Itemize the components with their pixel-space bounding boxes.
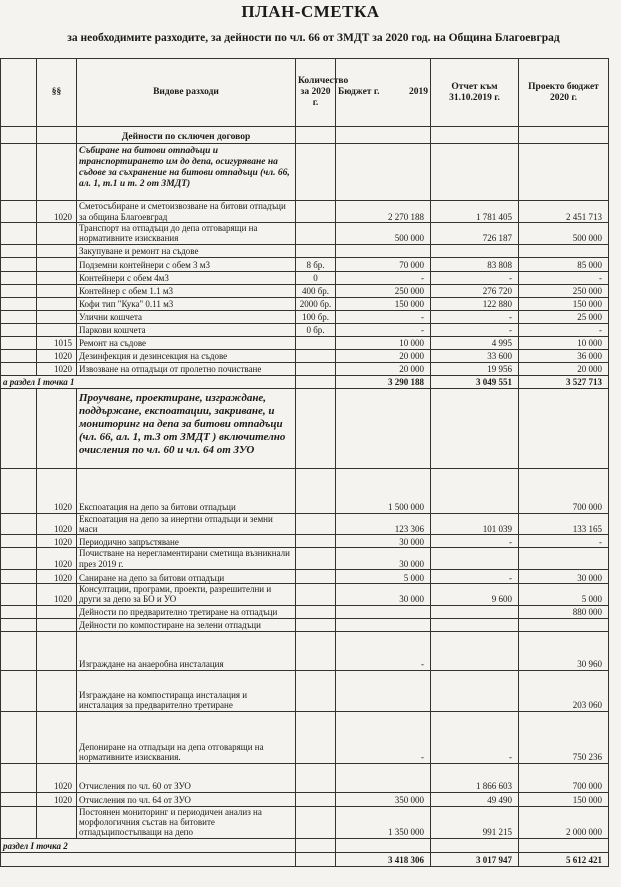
row-report-2019: - [431,570,519,584]
row-paragraph: 1020 [37,548,77,570]
row-quantity [296,631,336,670]
row-quantity: 8 бр. [296,257,336,271]
row-project-2020 [519,548,609,570]
row-project-2020: 2 451 713 [519,201,609,223]
row-project-2020: 3 527 713 [519,375,609,388]
header-expense-type: Видове разходи [77,59,296,127]
row-report-2019: 3 017 947 [431,852,519,866]
row-budget-2019: 2 270 188 [336,201,431,223]
row-budget-2019 [336,605,431,618]
row-budget-2019: 123 306 [336,513,431,535]
row-budget-2019: 20 000 [336,362,431,375]
row-label [1,284,37,297]
row-budget-2019: 3 290 188 [336,375,431,388]
row-label [1,806,37,838]
row-label [1,468,37,513]
table-header-row [1,59,609,127]
table-row [1,284,609,297]
row-report-2019: - [431,711,519,763]
row-budget-2019 [336,838,431,852]
row-quantity: 100 бр. [296,310,336,323]
row-budget-2019: 30 000 [336,535,431,548]
table-row [1,570,609,584]
row-report-2019 [431,144,519,201]
row-budget-2019: 10 000 [336,336,431,349]
row-project-2020: 133 165 [519,513,609,535]
row-paragraph [37,670,77,711]
row-label [1,323,37,336]
row-expense-name: Дейности по компостиране на зелени отпадъци [77,618,296,631]
row-quantity [296,570,336,584]
row-report-2019: 33 600 [431,349,519,362]
row-project-2020: 250 000 [519,284,609,297]
row-project-2020: - [519,271,609,284]
row-quantity [296,711,336,763]
row-quantity [296,201,336,223]
row-expense-name: Изграждане на анаеробна инсталация [77,631,296,670]
row-expense-name: Дейности по предварително третиране на отпадъци [77,605,296,618]
header-budget-label: Бюджет г. [338,87,380,98]
row-label [1,257,37,271]
row-project-2020: 203 060 [519,670,609,711]
row-paragraph [37,144,77,201]
row-paragraph [37,284,77,297]
row-paragraph [37,711,77,763]
row-budget-2019 [336,244,431,257]
row-label: раздел I точка 2 [1,838,296,852]
row-paragraph [37,618,77,631]
row-quantity [296,763,336,792]
table-row [1,336,609,349]
row-expense-name: Контейнери с обем 4м3 [77,271,296,284]
row-quantity: 2000 бр. [296,297,336,310]
row-project-2020: 880 000 [519,605,609,618]
row-paragraph [37,127,77,144]
row-report-2019 [431,468,519,513]
row-quantity [296,548,336,570]
row-expense-name: Ремонт на съдове [77,336,296,349]
row-paragraph: 1020 [37,763,77,792]
row-report-2019 [431,244,519,257]
row-expense-name: Дезинфекция и дезинсекция на съдове [77,349,296,362]
row-quantity [296,806,336,838]
row-project-2020: - [519,323,609,336]
row-budget-2019: 3 418 306 [336,852,431,866]
row-label [1,711,37,763]
row-budget-2019: 150 000 [336,297,431,310]
row-label [1,388,37,468]
row-report-2019: 4 995 [431,336,519,349]
row-report-2019 [431,670,519,711]
row-project-2020: 30 960 [519,631,609,670]
row-quantity [296,362,336,375]
row-report-2019: 19 956 [431,362,519,375]
table-row [1,548,609,570]
table-row [1,362,609,375]
row-budget-2019: 500 000 [336,223,431,245]
row-label [1,570,37,584]
document-subtitle: за необходимите разходите, за дейности по чл. 66 от ЗМДТ за 2020 год. на Община Благоевград [67,32,560,44]
row-quantity: 0 бр. [296,323,336,336]
row-project-2020: 750 236 [519,711,609,763]
row-label [1,535,37,548]
row-report-2019: 49 490 [431,792,519,806]
row-report-2019: - [431,323,519,336]
row-expense-name: Извозване на отпадъци от пролетно почистване [77,362,296,375]
row-quantity: 0 [296,271,336,284]
row-quantity [296,468,336,513]
row-quantity [296,792,336,806]
row-quantity [296,584,336,606]
table-row [1,535,609,548]
row-paragraph: 1020 [37,349,77,362]
row-expense-name: Улични кошчета [77,310,296,323]
row-label [1,336,37,349]
row-project-2020: 700 000 [519,763,609,792]
row-report-2019: - [431,535,519,548]
header-blank [1,59,37,127]
row-expense-name: Почистване на нерегламентирани сметища възникнали през 2019 г. [77,548,296,570]
row-project-2020: 30 000 [519,570,609,584]
row-budget-2019: - [336,271,431,284]
row-paragraph [37,388,77,468]
row-project-2020 [519,388,609,468]
row-budget-2019: 350 000 [336,792,431,806]
row-paragraph: 1020 [37,513,77,535]
row-quantity [296,605,336,618]
row-quantity [296,349,336,362]
row-expense-name: Транспорт на отпадъци до депа отговарящи на нормативните изисквания [77,223,296,245]
row-label [1,362,37,375]
row-label [1,631,37,670]
table-row [1,388,609,468]
row-quantity [296,670,336,711]
row-project-2020: 5 612 421 [519,852,609,866]
row-label [1,310,37,323]
row-budget-2019: 5 000 [336,570,431,584]
row-paragraph: 1020 [37,792,77,806]
row-quantity [296,336,336,349]
row-budget-2019 [336,127,431,144]
row-expense-name: Контейнер с обем 1.1 м3 [77,284,296,297]
row-expense-name: Постоянен мониторинг и периодичен анализ на морфологичния състав на битовите отпадъципостъпващи на депо [77,806,296,838]
document-title: ПЛАН-СМЕТКА [241,2,380,21]
row-label [1,548,37,570]
row-paragraph: 1020 [37,201,77,223]
row-expense-name: Отчисления по чл. 60 от ЗУО [77,763,296,792]
row-report-2019: 9 600 [431,584,519,606]
row-project-2020: 500 000 [519,223,609,245]
row-project-2020: 700 000 [519,468,609,513]
row-report-2019: 726 187 [431,223,519,245]
row-report-2019 [431,605,519,618]
table-row [1,468,609,513]
row-quantity [296,618,336,631]
row-expense-name: Експоатация на депо за инертни отпадъци и земни маси [77,513,296,535]
row-quantity [296,852,336,866]
table-row [1,297,609,310]
row-label [1,144,37,201]
table-row [1,852,609,866]
table-row [1,618,609,631]
row-label [1,271,37,284]
row-expense-name: Консултации, програми, проекти, разрешителни и други за депо за БО и УО [77,584,296,606]
row-project-2020 [519,838,609,852]
row-budget-2019: - [336,310,431,323]
row-paragraph [37,257,77,271]
row-expense-name: Закупуване и ремонт на съдове [77,244,296,257]
row-project-2020: 150 000 [519,792,609,806]
row-quantity [296,388,336,468]
budget-table [0,58,609,867]
row-paragraph [37,310,77,323]
row-expense-name: Изграждане на компостираща инсталация и инсталация за предварително третиране [77,670,296,711]
row-expense-name: Подземни контейнери с обем 3 м3 [77,257,296,271]
row-budget-2019: - [336,323,431,336]
row-project-2020 [519,144,609,201]
row-project-2020 [519,127,609,144]
row-report-2019 [431,388,519,468]
row-label [1,244,37,257]
row-project-2020: 36 000 [519,349,609,362]
row-project-2020: 10 000 [519,336,609,349]
row-report-2019: 3 049 551 [431,375,519,388]
row-label [1,201,37,223]
row-project-2020: - [519,535,609,548]
row-expense-name: Експоатация на депо за битови отпадъци [77,468,296,513]
table-row [1,310,609,323]
row-label [1,605,37,618]
row-budget-2019 [336,388,431,468]
row-report-2019: 122 880 [431,297,519,310]
row-expense-name: Депониране на отпадъци на депа отговарящи на нормативните изисквания. [77,711,296,763]
row-label [1,584,37,606]
row-budget-2019: - [336,631,431,670]
row-budget-2019: 250 000 [336,284,431,297]
row-label [1,763,37,792]
row-report-2019 [431,127,519,144]
header-budget-year: 2019 [409,87,428,98]
row-paragraph: 1015 [37,336,77,349]
table-row [1,711,609,763]
row-quantity [296,838,336,852]
table-row [1,127,609,144]
row-project-2020: 20 000 [519,362,609,375]
row-project-2020 [519,244,609,257]
row-report-2019: 991 215 [431,806,519,838]
row-quantity [296,223,336,245]
row-paragraph [37,323,77,336]
row-paragraph [37,271,77,284]
row-expense-name: Събиране на битови отпадъци и транспортирането им до депа, осигуряване на съдове за съхранение на битови отпадъци (чл. 66, ал. 1, т.1 и т. 2 от ЗМДТ) [77,144,296,201]
table-row [1,670,609,711]
row-label [1,792,37,806]
table-row [1,838,609,852]
row-paragraph [37,631,77,670]
row-report-2019: 276 720 [431,284,519,297]
table-row [1,792,609,806]
row-quantity [296,244,336,257]
row-report-2019 [431,548,519,570]
row-report-2019: - [431,271,519,284]
row-label [1,297,37,310]
row-paragraph: 1020 [37,570,77,584]
row-quantity: 400 бр. [296,284,336,297]
row-budget-2019: 20 000 [336,349,431,362]
row-expense-name: Дейности по сключен договор [77,127,296,144]
row-label [1,513,37,535]
row-expense-name: Периодично запръстяване [77,535,296,548]
header-quantity: Количество за 2020 г. [296,59,336,127]
row-budget-2019: 1 500 000 [336,468,431,513]
row-quantity [296,535,336,548]
row-label [1,127,37,144]
table-row [1,806,609,838]
row-expense-name: Кофи тип "Кука" 0.11 м3 [77,297,296,310]
row-project-2020 [519,618,609,631]
header-report: Отчет към 31.10.2019 г. [431,59,519,127]
table-row [1,513,609,535]
row-paragraph: 1020 [37,468,77,513]
row-budget-2019 [336,144,431,201]
row-paragraph [37,223,77,245]
row-quantity [296,513,336,535]
row-expense-name: Паркови кошчета [77,323,296,336]
header-budget [336,59,431,127]
row-report-2019: - [431,310,519,323]
row-paragraph: 1020 [37,584,77,606]
row-budget-2019: 30 000 [336,548,431,570]
row-report-2019 [431,618,519,631]
row-expense-name: Отчисления по чл. 64 от ЗУО [77,792,296,806]
row-quantity [296,127,336,144]
row-report-2019: 83 808 [431,257,519,271]
row-budget-2019 [336,618,431,631]
row-project-2020: 150 000 [519,297,609,310]
row-paragraph: 1020 [37,362,77,375]
row-expense-name: Саниране на депо за битови отпадъци [77,570,296,584]
row-project-2020: 25 000 [519,310,609,323]
table-row [1,257,609,271]
table-row [1,223,609,245]
row-paragraph [37,244,77,257]
row-project-2020: 5 000 [519,584,609,606]
row-label: а раздел I точка 1 [1,375,296,388]
row-quantity [296,375,336,388]
row-project-2020: 2 000 000 [519,806,609,838]
row-expense-name: Сметосъбиране и сметоизвозване на битови отпадъци за община Благоевград [77,201,296,223]
row-paragraph [37,605,77,618]
header-paragraph: §§ [37,59,77,127]
row-report-2019: 101 039 [431,513,519,535]
row-paragraph [37,297,77,310]
row-budget-2019: 30 000 [336,584,431,606]
row-budget-2019: 70 000 [336,257,431,271]
header-project-budget: Проекто бюджет 2020 г. [519,59,609,127]
table-row [1,323,609,336]
table-row [1,201,609,223]
row-report-2019: 1 866 603 [431,763,519,792]
row-budget-2019: - [336,711,431,763]
row-budget-2019: 1 350 000 [336,806,431,838]
row-report-2019 [431,838,519,852]
table-row [1,605,609,618]
row-project-2020: 85 000 [519,257,609,271]
table-row [1,144,609,201]
table-row [1,271,609,284]
row-report-2019: 1 781 405 [431,201,519,223]
row-label [1,670,37,711]
row-label [1,349,37,362]
row-paragraph [37,806,77,838]
table-row [1,763,609,792]
row-label [1,852,296,866]
table-row [1,631,609,670]
table-row [1,244,609,257]
row-label [1,618,37,631]
row-quantity [296,144,336,201]
row-budget-2019 [336,670,431,711]
row-budget-2019 [336,763,431,792]
row-expense-name: Проучване, проектиране, изграждане, поддържане, експоатации, закриване, и мониторинг на депа за битови отпадъци (чл. 66, ал. 1, т.3 от ЗМДТ ) включително очисления по чл. 60 и чл. 64 от ЗУО [77,388,296,468]
table-row [1,584,609,606]
table-row [1,349,609,362]
row-paragraph: 1020 [37,535,77,548]
row-report-2019 [431,631,519,670]
table-row [1,375,609,388]
row-label [1,223,37,245]
